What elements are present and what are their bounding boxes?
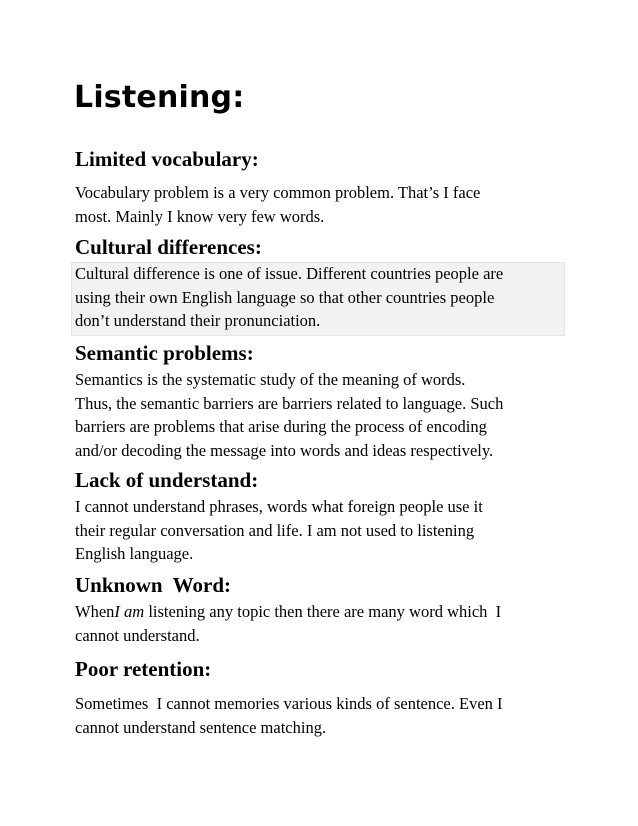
text-line: cannot understand sentence matching.: [75, 717, 327, 737]
paragraph-cultural-differences: [75, 262, 503, 333]
text-line: I cannot understand phrases, words what foreign people use it: [75, 497, 483, 516]
paragraph-semantic-problems: [75, 368, 503, 462]
text-line: don’t understand their pronunciation.: [75, 311, 321, 330]
text-line: and/or decoding the message into words and ideas respectively.: [75, 440, 494, 460]
paragraph-lack-of-understand: [75, 495, 483, 566]
text-line: [75, 600, 501, 624]
page-title: Listening:: [74, 80, 245, 115]
paragraph-limited-vocabulary: [75, 181, 480, 228]
text-line: Vocabulary problem is a very common problem. That’s I face: [75, 183, 481, 202]
heading-unknown-word: Unknown Word:: [75, 573, 232, 597]
text-line: Cultural difference is one of issue. Different countries people are: [75, 264, 504, 283]
text-line: their regular conversation and life. I am not used to listening: [75, 520, 475, 540]
italic-text-fragment: I am: [114, 602, 145, 621]
paragraph-poor-retention: [75, 692, 503, 739]
text-line: using their own English language so that other countries people: [75, 287, 495, 307]
heading-poor-retention: Poor retention:: [75, 657, 212, 681]
text-fragment: listening any topic then there are many word which I: [144, 602, 502, 621]
text-line: cannot understand.: [75, 625, 200, 645]
heading-cultural-differences: Cultural differences:: [75, 235, 262, 259]
heading-semantic-problems: Semantic problems:: [75, 341, 254, 365]
heading-limited-vocabulary: Limited vocabulary:: [75, 147, 259, 171]
text-line: Semantics is the systematic study of the meaning of words.: [75, 370, 466, 389]
text-line: Sometimes I cannot memories various kinds of sentence. Even I: [75, 694, 503, 713]
text-line: barriers are problems that arise during the process of encoding: [75, 417, 487, 436]
paragraph-unknown-word: [75, 600, 501, 647]
text-line: English language.: [75, 544, 194, 563]
text-fragment: When: [75, 602, 115, 621]
text-line: Thus, the semantic barriers are barriers related to language. Such: [75, 393, 504, 413]
text-line: most. Mainly I know very few words.: [75, 206, 325, 226]
heading-lack-of-understand: Lack of understand:: [75, 468, 259, 492]
